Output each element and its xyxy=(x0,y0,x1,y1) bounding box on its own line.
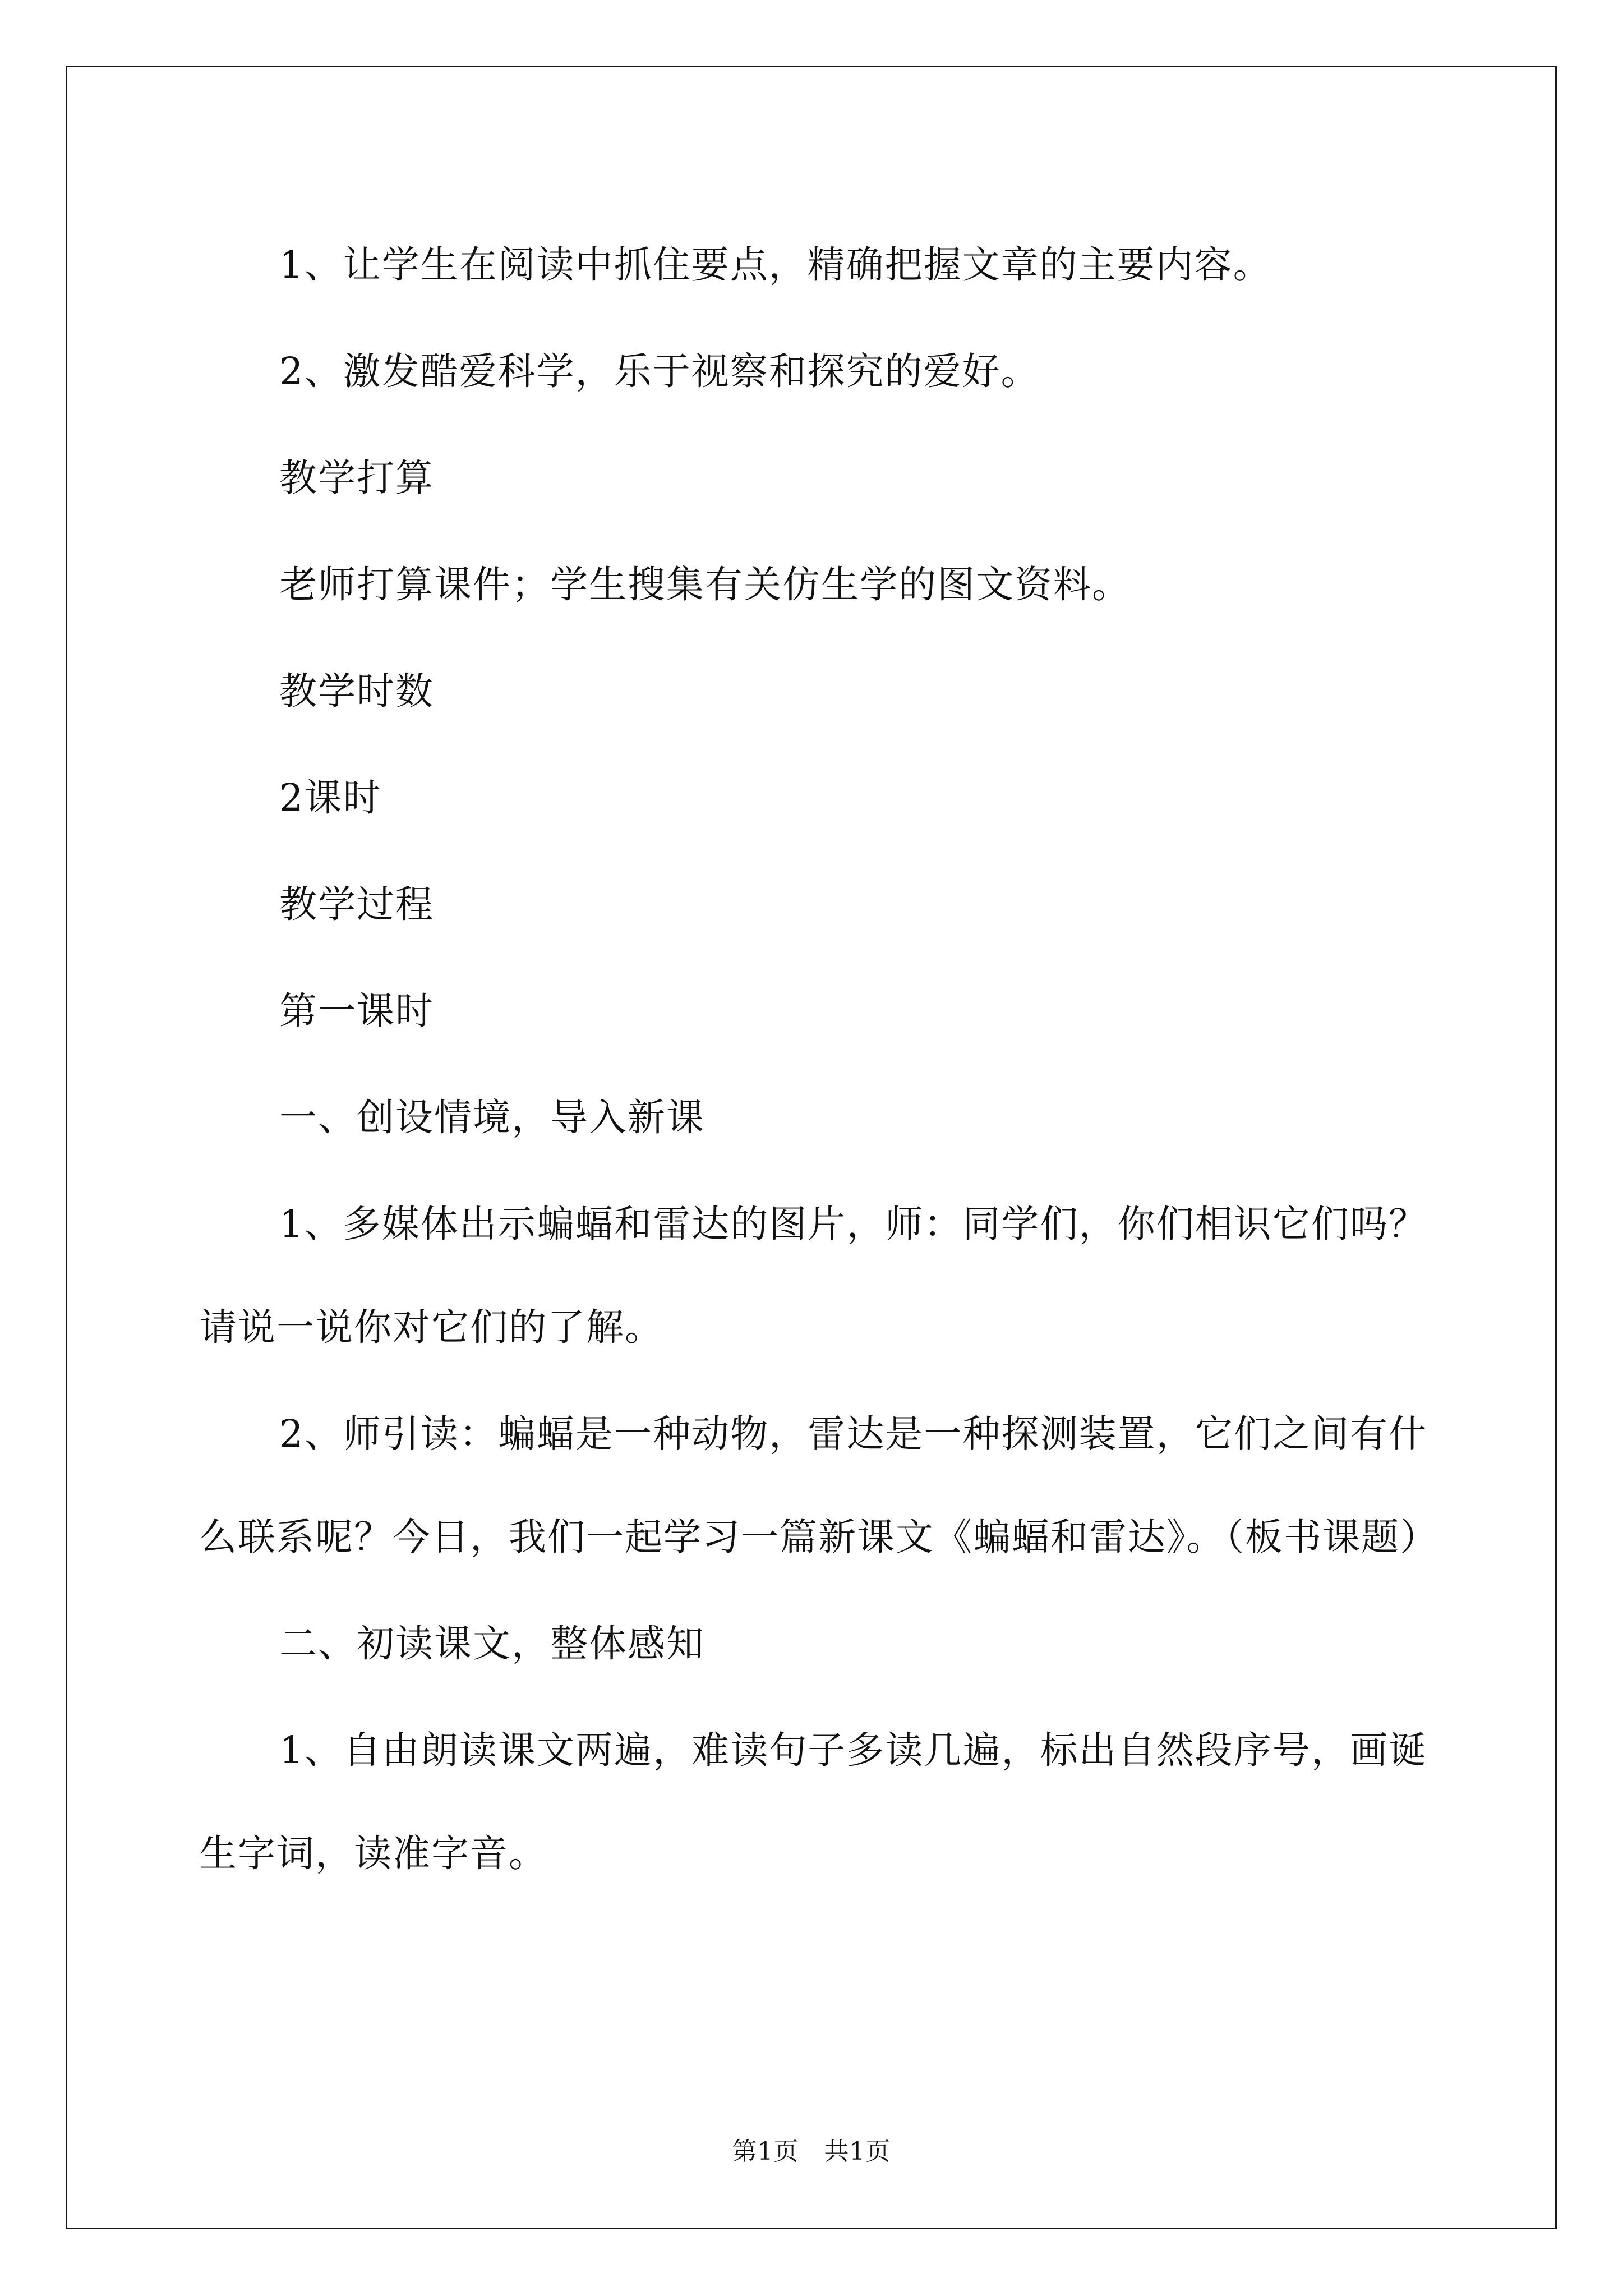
paragraph-preparation: 老师打算课件；学生搜集有关仿生学的图文资料。 xyxy=(279,563,1131,606)
heading-section-2: 二、初读课文，整体感知 xyxy=(279,1622,705,1665)
page-footer: 第1页 共1页 xyxy=(732,2137,891,2166)
heading-teaching-preparation: 教学打算 xyxy=(279,456,434,500)
paragraph-objective-2: 2、激发酷爱科学，乐于视察和探究的爱好。 xyxy=(279,349,1040,393)
heading-teaching-process: 教学过程 xyxy=(279,882,434,926)
paragraph-section-1-step-1: 1、多媒体出示蝙蝠和雷达的图片，师：同学们，你们相识它们吗？请说一说你对它们的了解。 xyxy=(199,1202,1427,1349)
heading-teaching-hours: 教学时数 xyxy=(279,669,434,713)
paragraph-section-2-step-1: 1、自由朗读课文两遍，难读句子多读几遍，标出自然段序号，画诞生字词，读准字音。 xyxy=(199,1728,1427,1875)
paragraph-objective-1: 1、让学生在阅读中抓住要点，精确把握文章的主要内容。 xyxy=(279,243,1272,287)
paragraph-section-1-step-2: 2、师引读：蝙蝠是一种动物，雷达是一种探测装置，它们之间有什么联系呢？今日，我们一起学习一篇新课文《蝙蝠和雷达》。（板书课题） xyxy=(199,1412,1438,1559)
heading-first-lesson: 第一课时 xyxy=(279,989,434,1033)
heading-section-1: 一、创设情境，导入新课 xyxy=(279,1096,705,1139)
paragraph-hours: 2课时 xyxy=(279,776,382,820)
document-body xyxy=(199,213,1438,1908)
